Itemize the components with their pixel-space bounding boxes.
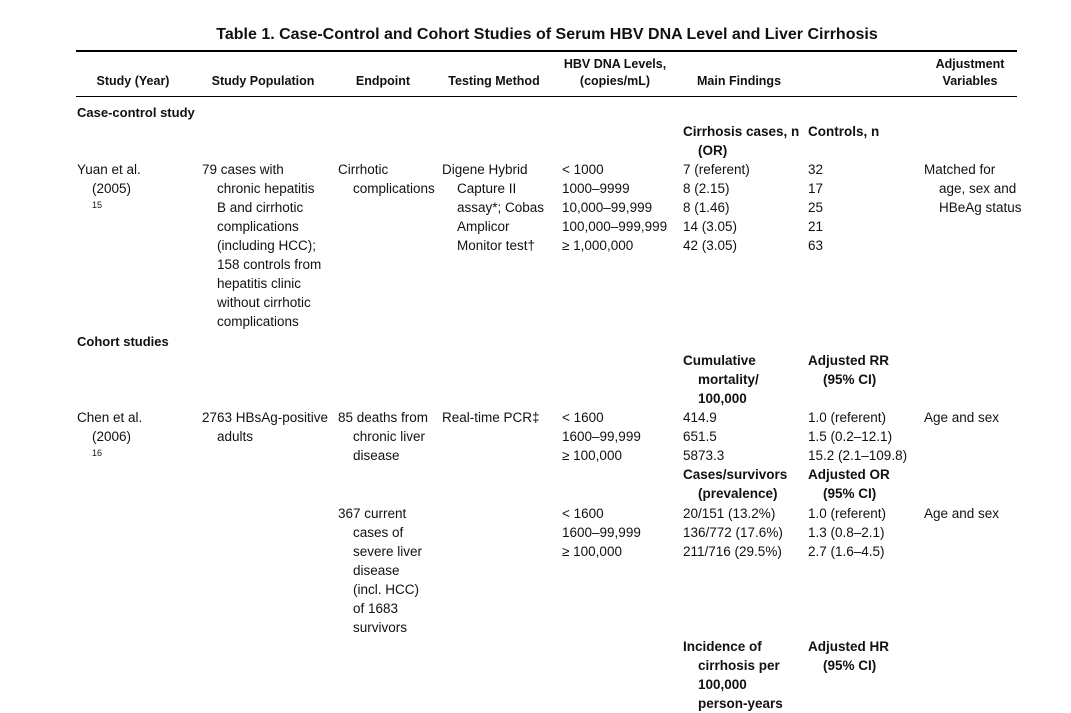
chen-b-col-a-header: Cases/survivors (prevalence) xyxy=(683,467,788,501)
table-title: Table 1. Case-Control and Cohort Studies of Serum HBV DNA Level and Liver Cirrhosis xyxy=(216,26,878,43)
chen-b-endpoint: 367 current cases of severe liver disease (incl. HCC) of 1683 survivors xyxy=(338,506,423,635)
col-header-variables: Variables xyxy=(942,74,998,88)
chen-study: Chen et al. (2006) $^{16}$ xyxy=(77,410,143,458)
chen-a-col-b-header: Adjusted RR (95% CI) xyxy=(808,353,889,387)
chen-b-values-a: 20/151 (13.2%) 136/772 (17.6%) 211/716 (29.5%) xyxy=(683,506,783,559)
chen-c-col-a-header: Incidence of cirrhosis per 100,000 person-years xyxy=(683,639,783,711)
yuan-levels: < 1000 1000–9999 10,000–99,999 100,000–999,999 ≥ 1,000,000 xyxy=(562,162,668,253)
chen-a-adjustment: Age and sex xyxy=(924,410,1000,425)
col-header-adjustment: Adjustment xyxy=(935,57,1005,71)
col-header-population: Study Population xyxy=(211,74,315,88)
col-header-hbv-levels: HBV DNA Levels, xyxy=(563,57,667,71)
yuan-controls: 32 17 25 21 63 xyxy=(808,162,824,253)
col-header-study: Study (Year) xyxy=(96,74,170,88)
header-rule xyxy=(76,96,1017,97)
chen-c-col-b-header: Adjusted HR (95% CI) xyxy=(808,639,889,673)
col-header-method: Testing Method xyxy=(448,74,540,88)
chen-population: 2763 HBsAg-positive adults xyxy=(202,410,329,444)
yuan-endpoint: Cirrhotic complications xyxy=(338,162,435,196)
col-header-hbv-units: (copies/mL) xyxy=(579,74,651,88)
yuan-study: Yuan et al. (2005) $^{15}$ xyxy=(77,162,141,210)
col-header-endpoint: Endpoint xyxy=(355,74,411,88)
col-header-findings: Main Findings xyxy=(697,74,782,88)
chen-b-levels: < 1600 1600–99,999 ≥ 100,000 xyxy=(562,506,641,559)
section-case-control: Case-control study xyxy=(77,105,195,120)
section-cohort: Cohort studies xyxy=(77,334,169,349)
chen-a-values-b: 1.0 (referent) 1.5 (0.2–12.1) 15.2 (2.1–109.8) xyxy=(808,410,908,463)
top-rule xyxy=(76,50,1017,52)
chen-a-values-a: 414.9 651.5 5873.3 xyxy=(683,410,725,463)
chen-a-col-a-header: Cumulative mortality/ 100,000 xyxy=(683,353,759,406)
chen-b-col-b-header: Adjusted OR (95% CI) xyxy=(808,467,890,501)
yuan-adjustment: Matched for age, sex and HBeAg status xyxy=(924,162,1022,215)
chen-a-method: Real-time PCR‡ xyxy=(442,410,540,425)
yuan-method: Digene Hybrid Capture II assay*; Cobas Amplicor Monitor test† xyxy=(442,162,545,253)
chen-a-levels: < 1600 1600–99,999 ≥ 100,000 xyxy=(562,410,641,463)
yuan-population: 79 cases with chronic hepatitis B and cirrhotic complications (including HCC); 158 controls from hepatitis clinic without cirrhotic complications xyxy=(202,162,322,329)
yuan-cases: 7 (referent) 8 (2.15) 8 (1.46) 14 (3.05) 42 (3.05) xyxy=(683,162,750,253)
yuan-col-a-header: Cirrhosis cases, n (OR) xyxy=(683,124,800,158)
chen-b-adjustment: Age and sex xyxy=(924,506,1000,521)
chen-a-endpoint: 85 deaths from chronic liver disease xyxy=(338,410,429,463)
yuan-col-b-header: Controls, n xyxy=(808,124,880,139)
chen-b-values-b: 1.0 (referent) 1.3 (0.8–2.1) 2.7 (1.6–4.5) xyxy=(808,506,887,559)
